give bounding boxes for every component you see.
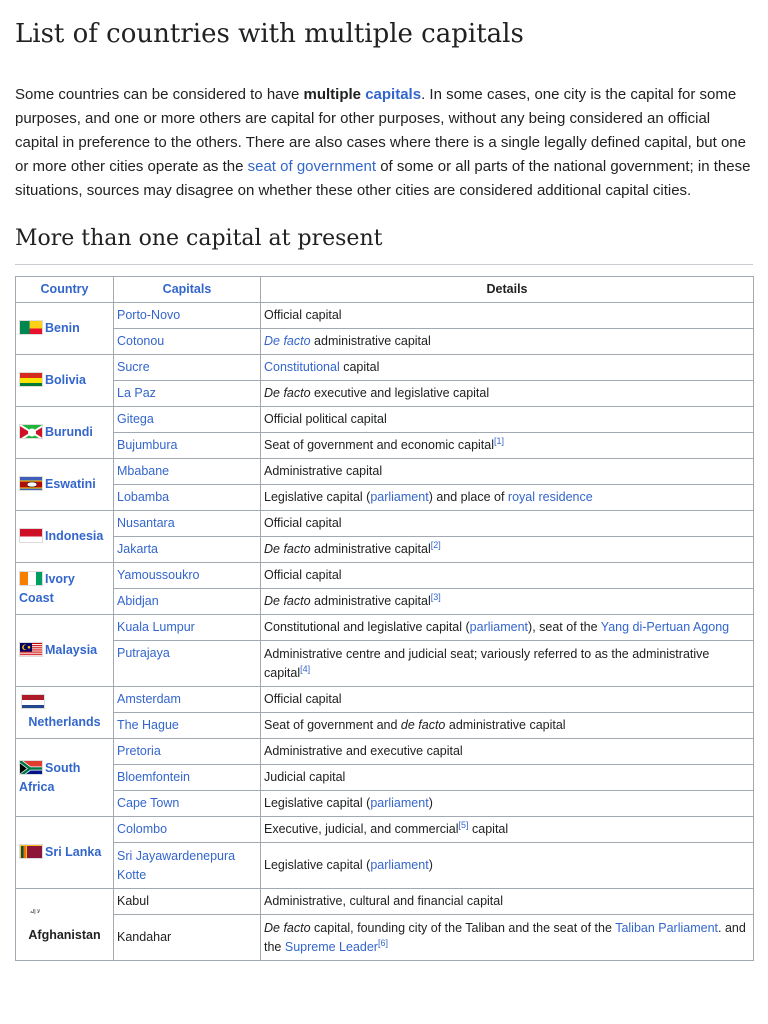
parliament-link[interactable]: parliament [370,796,429,810]
country-cell [16,459,114,511]
details-cell: Official capital [261,511,754,537]
table-row [16,843,754,889]
intro-text-1: Some countries can be considered to have [15,86,304,103]
details-text: administrative capital [310,334,431,348]
details-text: administrative capital [445,718,566,732]
capital-cell: Kabul [114,889,261,915]
table-row [16,563,754,589]
country-cell [16,355,114,407]
eswatini-flag-icon [19,476,43,491]
benin-flag-icon [19,320,43,335]
capital-cell [114,713,261,739]
country-link-bolivia[interactable]: Bolivia [45,373,86,387]
details-cell [261,537,754,563]
country-link-eswatini[interactable]: Eswatini [45,477,96,491]
table-row [16,915,754,961]
south-africa-flag-icon [19,760,43,775]
seat-of-government-link[interactable]: seat of government [247,158,377,175]
details-cell [261,381,754,407]
column-header-country[interactable]: Country [16,277,114,303]
details-cell [261,433,754,459]
details-cell: Administrative, cultural and financial capital [261,889,754,915]
capital-cell [114,843,261,889]
capital-link[interactable] [117,849,235,882]
bolivia-flag-icon [19,372,43,387]
parliament-link[interactable]: parliament [370,490,429,504]
country-link-burundi[interactable]: Burundi [45,425,93,439]
table-row [16,355,754,381]
capital-cell [114,641,261,687]
details-cell [261,355,754,381]
table-row [16,381,754,407]
capital-cell [114,791,261,817]
details-text: capital [339,360,380,374]
details-text: Executive, judicial, and commercial [264,822,459,836]
details-text: Legislative capital ( [264,796,371,810]
capital-link[interactable]: Colombo [117,822,168,836]
details-cell: Official capital [261,687,754,713]
details-cell [261,485,754,511]
table-row [16,687,754,713]
capital-link[interactable]: The Hague [117,718,179,732]
capital-cell [114,589,261,615]
capital-cell [114,407,261,433]
capital-cell: Kandahar [114,915,261,961]
parliament-link[interactable]: parliament [469,620,529,634]
country-cell [16,615,114,687]
capital-cell [114,433,261,459]
country-link-sri-lanka[interactable]: Sri Lanka [45,845,102,859]
country-name-part: Coast [19,590,54,605]
italic-text: De facto [264,386,311,400]
details-cell: Official capital [261,563,754,589]
sri-lanka-flag-icon [19,844,43,859]
country-link-benin[interactable]: Benin [45,321,80,335]
italic-text: De facto [264,920,311,935]
details-cell [261,817,754,843]
indonesia-flag-icon [19,528,43,543]
reference-link[interactable]: [1] [494,436,505,446]
table-row [16,303,754,329]
details-text: . and the [264,920,746,954]
country-cell [16,511,114,563]
table-row [16,817,754,843]
capital-cell [114,303,261,329]
details-text: Seat of government and [264,718,401,732]
country-cell [16,739,114,817]
capital-cell [114,739,261,765]
capital-link[interactable]: Bujumbura [117,438,178,452]
capital-link[interactable]: Kuala Lumpur [117,620,195,634]
country-name-part: Africa [19,779,55,794]
capital-link[interactable]: Jakarta [117,542,158,556]
intro-bold: multiple [303,86,362,103]
reference-link[interactable]: [4] [300,663,311,674]
details-text: Administrative centre and judicial seat; variously referred to as the administrative capital [264,646,710,680]
country-name-afghanistan: Afghanistan [28,927,101,942]
capital-link[interactable]: Cotonou [117,334,165,348]
details-text: administrative capital [310,594,431,608]
burundi-flag-icon [19,424,43,439]
details-cell: Judicial capital [261,765,754,791]
capital-link[interactable]: Pretoria [117,744,161,758]
page-title: List of countries with multiple capitals [15,19,524,49]
capital-cell [114,459,261,485]
capital-cell [114,687,261,713]
details-text: capital, founding city of the Taliban and the seat of the [310,920,616,935]
reference-link[interactable]: [5] [458,820,469,830]
constitutional-link[interactable]: Constitutional [264,360,340,374]
details-text: administrative capital [310,542,431,556]
italic-text: de facto [400,718,446,732]
table-row [16,641,754,687]
details-cell [261,329,754,355]
country-cell [16,563,114,615]
country-link-malaysia[interactable]: Malaysia [45,643,98,657]
ivory-coast-flag-icon [19,571,43,586]
details-cell: Administrative capital [261,459,754,485]
capitals-table [15,276,754,961]
capital-link[interactable]: Sucre [117,360,150,374]
capital-name-part: Kotte [117,867,147,882]
table-row [16,589,754,615]
table-header-row [16,277,754,303]
details-cell [261,713,754,739]
capital-link[interactable]: Bloemfontein [117,770,190,784]
table-row [16,615,754,641]
capital-cell [114,537,261,563]
italic-text: De facto [264,334,311,348]
capital-cell [114,765,261,791]
details-cell: Official capital [261,303,754,329]
country-link-netherlands[interactable]: Netherlands [28,714,101,729]
capital-cell [114,615,261,641]
table-row [16,765,754,791]
country-cell [16,817,114,889]
capitals-link[interactable]: capitals [365,86,422,103]
capital-name-part: Sri Jayawardenepura [117,848,236,863]
capital-link[interactable]: Gitega [117,412,154,426]
table-row [16,713,754,739]
table-row [16,511,754,537]
royal-residence-link[interactable]: royal residence [507,490,593,504]
capital-link[interactable]: Amsterdam [117,692,181,706]
yang-di-pertuan-agong-link[interactable]: Yang di-Pertuan Agong [600,620,730,634]
details-text: Seat of government and economic capital [264,438,494,452]
country-name-part: Ivory [45,571,75,586]
details-text: Constitutional and legislative capital ( [264,620,470,634]
details-text: ) and place of [428,490,508,504]
section-heading: More than one capital at present [15,225,753,265]
details-text: capital [468,822,509,836]
capital-cell [114,485,261,511]
capital-link[interactable]: Lobamba [117,490,170,504]
details-cell [261,791,754,817]
intro-paragraph [15,83,753,203]
reference-link[interactable]: [2] [430,540,441,550]
supreme-leader-link[interactable]: Supreme Leader [284,939,378,954]
country-cell [16,303,114,355]
intro-text-2: . In some cases, one city is the capital for some purposes, and one or more others are capital for other purposes, without any being considered an official capital in preference to the others. There are also cases where there is a single legally defined capital, but one or more other cities operate as the [15,86,746,175]
capital-cell [114,511,261,537]
details-text: ), seat of the [528,620,601,634]
table-row [16,791,754,817]
country-name-part: South [45,760,81,775]
table-row [16,407,754,433]
details-cell [261,843,754,889]
country-link-indonesia[interactable]: Indonesia [45,529,104,543]
malaysia-flag-icon [19,642,43,657]
column-header-capitals[interactable]: Capitals [114,277,261,303]
capital-link[interactable]: Nusantara [117,516,175,530]
details-text: executive and legislative capital [310,386,490,400]
table-row [16,433,754,459]
reference-link[interactable]: [3] [430,592,441,602]
column-header-details: Details [261,277,754,303]
capital-link[interactable]: Porto-Novo [117,308,181,322]
table-row [16,889,754,915]
table-row [16,739,754,765]
capital-link[interactable]: La Paz [117,386,156,400]
details-cell [261,615,754,641]
details-cell [261,641,754,687]
details-cell [261,915,754,961]
details-text: ) [428,796,433,810]
netherlands-flag-icon [21,694,45,709]
italic-text: De facto [264,542,311,556]
capital-link[interactable]: Mbabane [117,464,170,478]
intro-text-3: of some or all parts of the national government; in these situations, sources may disagree on whether these other cities are considered additional capital cities. [15,158,751,199]
de-facto-link[interactable] [264,334,311,348]
country-cell [16,889,114,961]
table-row [16,537,754,563]
capital-cell [114,563,261,589]
details-cell: Administrative and executive capital [261,739,754,765]
table-row [16,329,754,355]
afghanistan-flag-icon: لا إله [23,905,47,920]
details-text: Legislative capital ( [264,858,371,872]
table-row [16,485,754,511]
parliament-link[interactable]: parliament [370,858,429,872]
details-cell [261,589,754,615]
details-text: Legislative capital ( [264,490,371,504]
capital-link[interactable]: Cape Town [117,796,180,810]
reference-link[interactable]: [6] [377,937,388,948]
capital-link[interactable]: Abidjan [117,594,159,608]
capital-cell [114,355,261,381]
capital-link[interactable]: Yamoussoukro [117,568,200,582]
country-cell [16,687,114,739]
italic-text: De facto [264,594,311,608]
capital-cell [114,817,261,843]
country-cell [16,407,114,459]
capital-cell [114,329,261,355]
taliban-parliament-link[interactable]: Taliban Parliament [615,920,719,935]
table-row [16,459,754,485]
details-cell: Official political capital [261,407,754,433]
capital-link[interactable]: Putrajaya [117,646,170,660]
details-text: ) [428,858,433,872]
capital-cell [114,381,261,407]
